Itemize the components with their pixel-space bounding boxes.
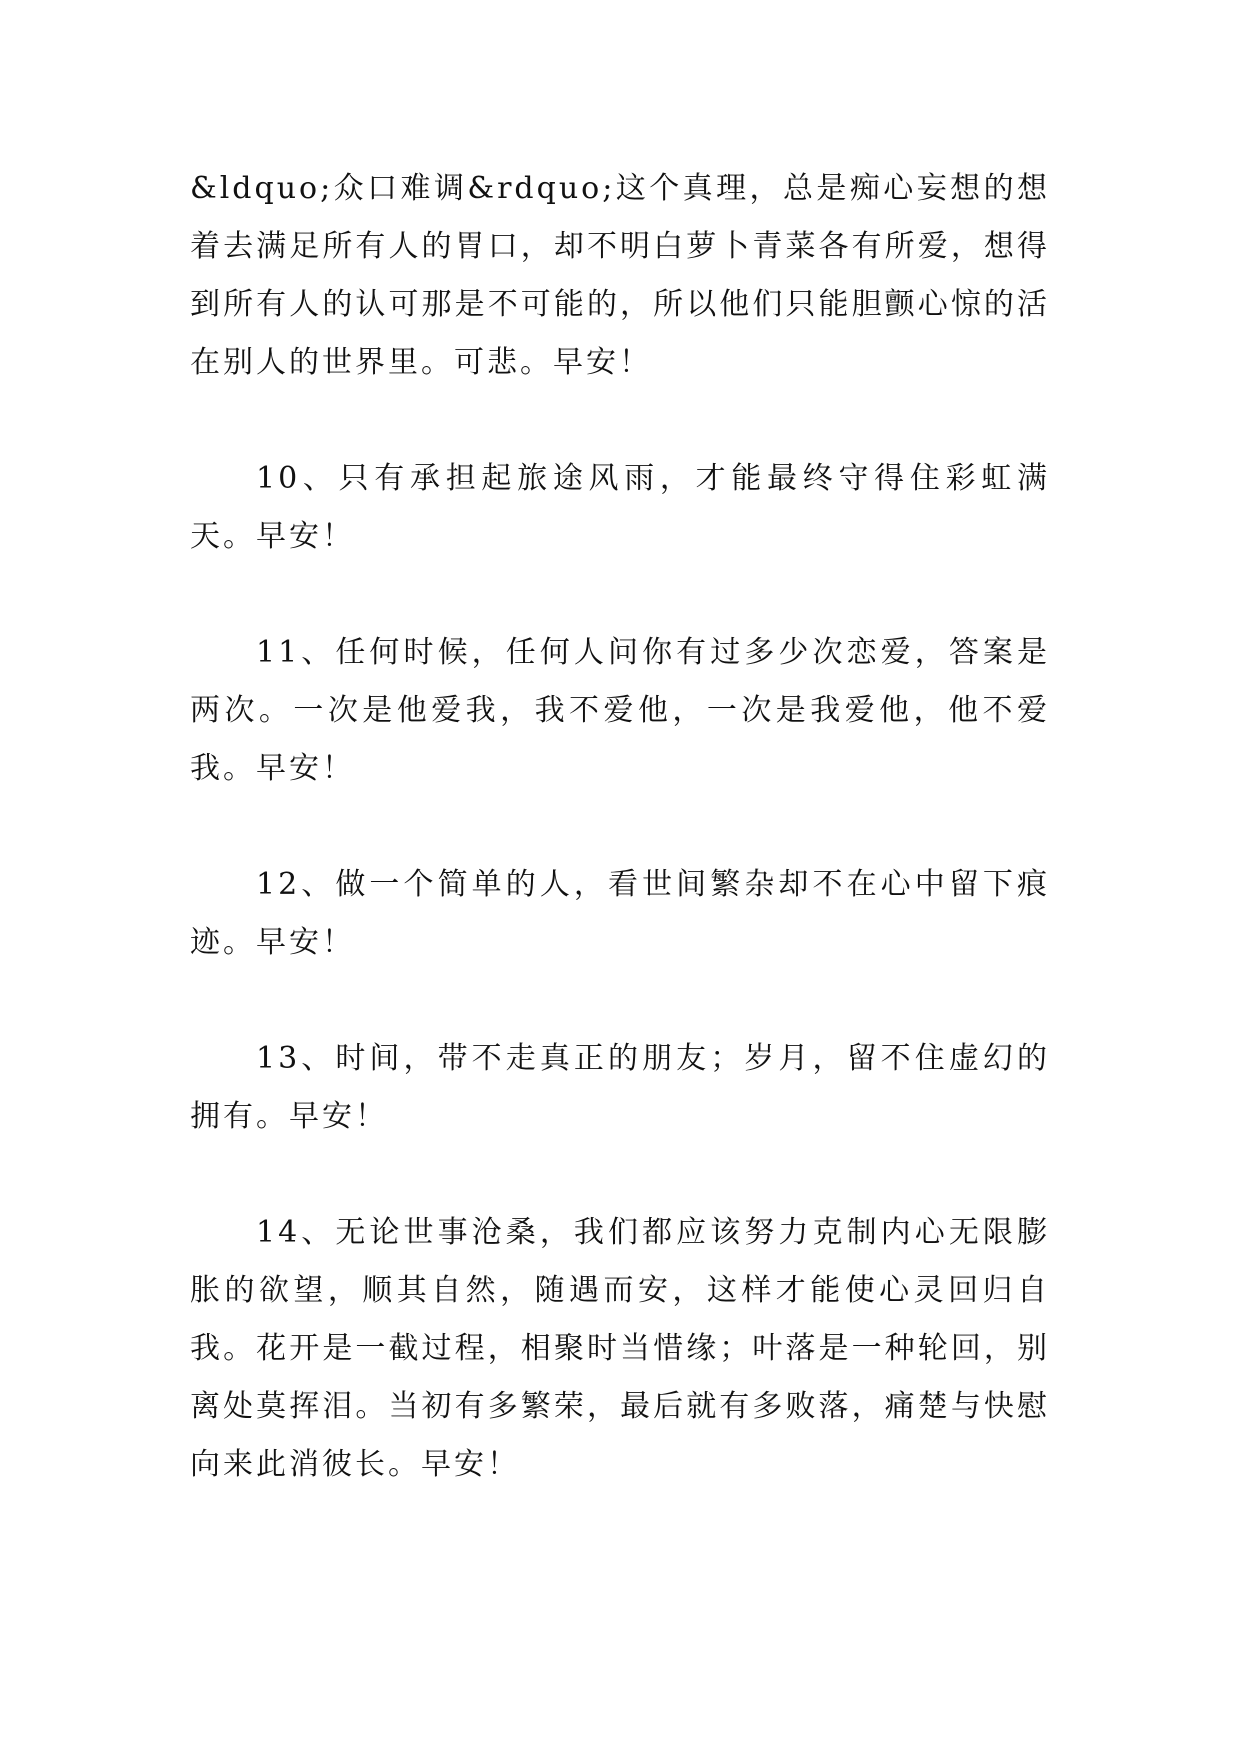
paragraph-intro: &ldquo;众口难调&rdquo;这个真理，总是痴心妄想的想着去满足所有人的胃口，却不明白萝卜青菜各有所爱，想得到所有人的认可那是不可能的，所以他们只能胆颤心惊的活在别人的世界里。可悲。早安！ <box>190 171 1050 380</box>
paragraph-12: 12、做一个简单的人，看世间繁杂却不在心中留下痕迹。早安！ <box>190 867 1050 960</box>
paragraph-spacer <box>190 798 1050 856</box>
paragraph-spacer <box>190 566 1050 624</box>
paragraph-spacer <box>190 1146 1050 1204</box>
paragraph-14: 14、无论世事沧桑，我们都应该努力克制内心无限膨胀的欲望，顺其自然，随遇而安，这样才能使心灵回归自我。花开是一截过程，相聚时当惜缘；叶落是一种轮回，别离处莫挥泪。当初有多繁荣，最后就有多败落，痛楚与快慰向来此消彼长。早安！ <box>190 1215 1050 1482</box>
paragraph-11: 11、任何时候，任何人问你有过多少次恋爱，答案是两次。一次是他爱我，我不爱他，一次是我爱他，他不爱我。早安！ <box>190 635 1050 786</box>
paragraph-10: 10、只有承担起旅途风雨，才能最终守得住彩虹满天。早安！ <box>190 461 1050 554</box>
document-body <box>190 160 1050 1494</box>
paragraph-spacer <box>190 392 1050 450</box>
paragraph-spacer <box>190 972 1050 1030</box>
paragraph-13: 13、时间，带不走真正的朋友；岁月，留不住虚幻的拥有。早安！ <box>190 1041 1050 1134</box>
